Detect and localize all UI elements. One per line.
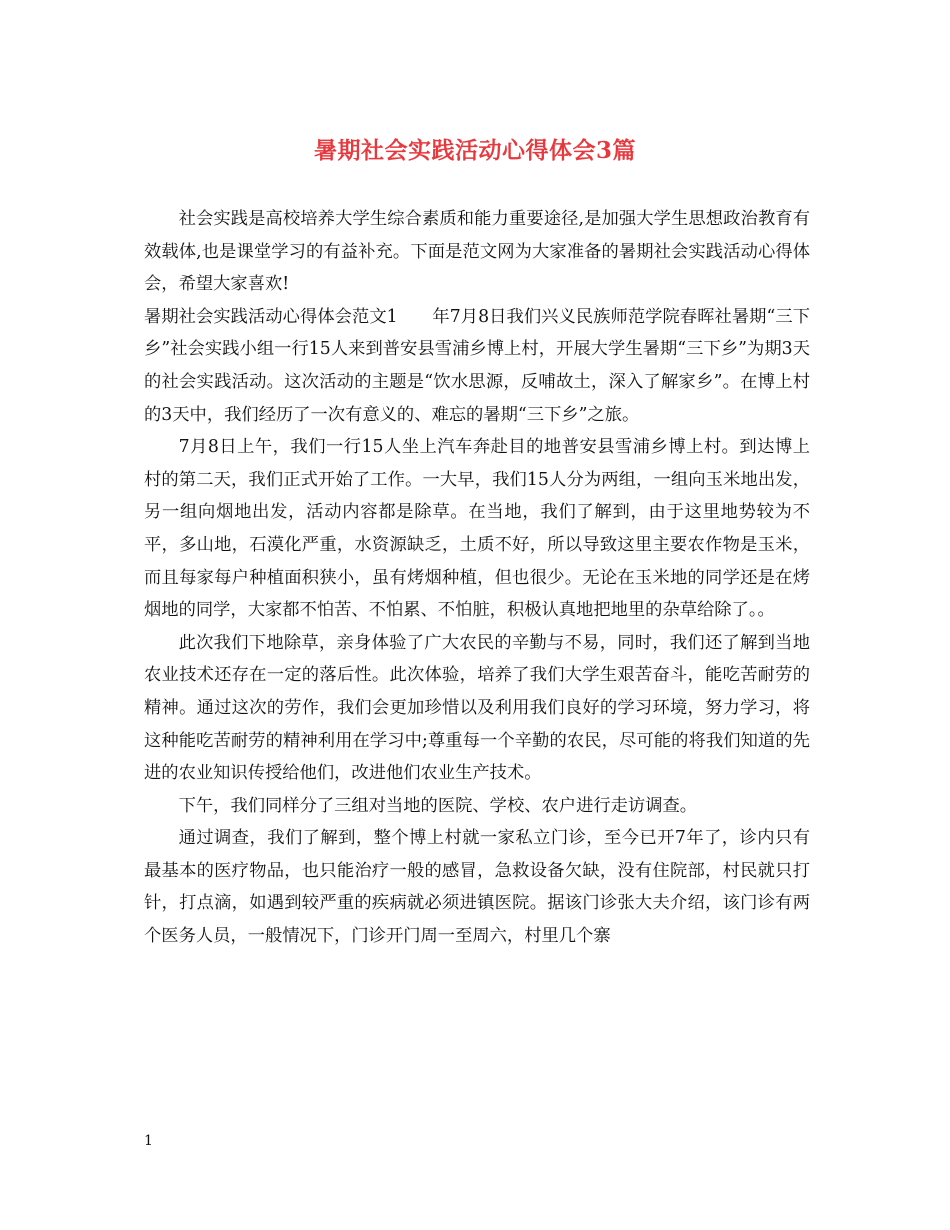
paragraph-intro: 社会实践是高校培养大学生综合素质和能力重要途径,是加强大学生思想政治教育有效载体,也是课堂学习的有益补充。下面是范文网为大家准备的暑期社会实践活动心得体会，希望大家喜欢! xyxy=(144,209,810,295)
paragraph-survey: 通过调查，我们了解到，整个博上村就一家私立门诊，至今已开7年了，诊内只有最基本的医疗物品，也只能治疗一般的感冒，急救设备欠缺，没有住院部，村民就只打针，打点滴，如遇到较严重的疾病就必须进镇医院。据该门诊张大夫介绍，该门诊有两个医务人员，一般情况下，门诊开门周一至周六，村里几个寨 xyxy=(144,828,810,947)
document-title: 暑期社会实践活动心得体会3篇 xyxy=(313,137,636,164)
paragraph-essay-1-opening: 暑期社会实践活动心得体会范文1 年7月8日我们兴义民族师范学院春晖社暑期“三下乡”社会实践小组一行15人来到普安县雪浦乡博上村，开展大学生暑期“三下乡”为期3天的社会实践活动。这次活动的主题是“饮水思源，反哺故土，深入了解家乡”。在博上村的3天中，我们经历了一次有意义的、难忘的暑期“三下乡”之旅。 xyxy=(144,306,810,425)
document-body xyxy=(144,203,810,953)
page-number: 1 xyxy=(144,1133,153,1149)
paragraph-weeding-reflection: 此次我们下地除草，亲身体验了广大农民的辛勤与不易，同时，我们还了解到当地农业技术还存在一定的落后性。此次体验，培养了我们大学生艰苦奋斗，能吃苦耐劳的精神。通过这次的劳作，我们会更加珍惜以及利用我们良好的学习环境，努力学习，将这种能吃苦耐劳的精神利用在学习中;尊重每一个辛勤的农民，尽可能的将我们知道的先进的农业知识传授给他们，改进他们农业生产技术。 xyxy=(144,632,810,784)
paragraph-july-8: 7月8日上午，我们一行15人坐上汽车奔赴目的地普安县雪浦乡博上村。到达博上村的第二天，我们正式开始了工作。一大早，我们15人分为两组，一组向玉米地出发，另一组向烟地出发，活动内容都是除草。在当地，我们了解到，由于这里地势较为不平，多山地，石漠化严重，水资源缺乏，土质不好，所以导致这里主要农作物是玉米，而且每家每户种植面积狭小，虽有烤烟种植，但也很少。无论在玉米地的同学还是在烤烟地的同学，大家都不怕苦、不怕累、不怕脏，积极认真地把地里的杂草给除了。。 xyxy=(144,437,810,621)
paragraph-afternoon: 下午，我们同样分了三组对当地的医院、学校、农户进行走访调查。 xyxy=(178,795,698,816)
